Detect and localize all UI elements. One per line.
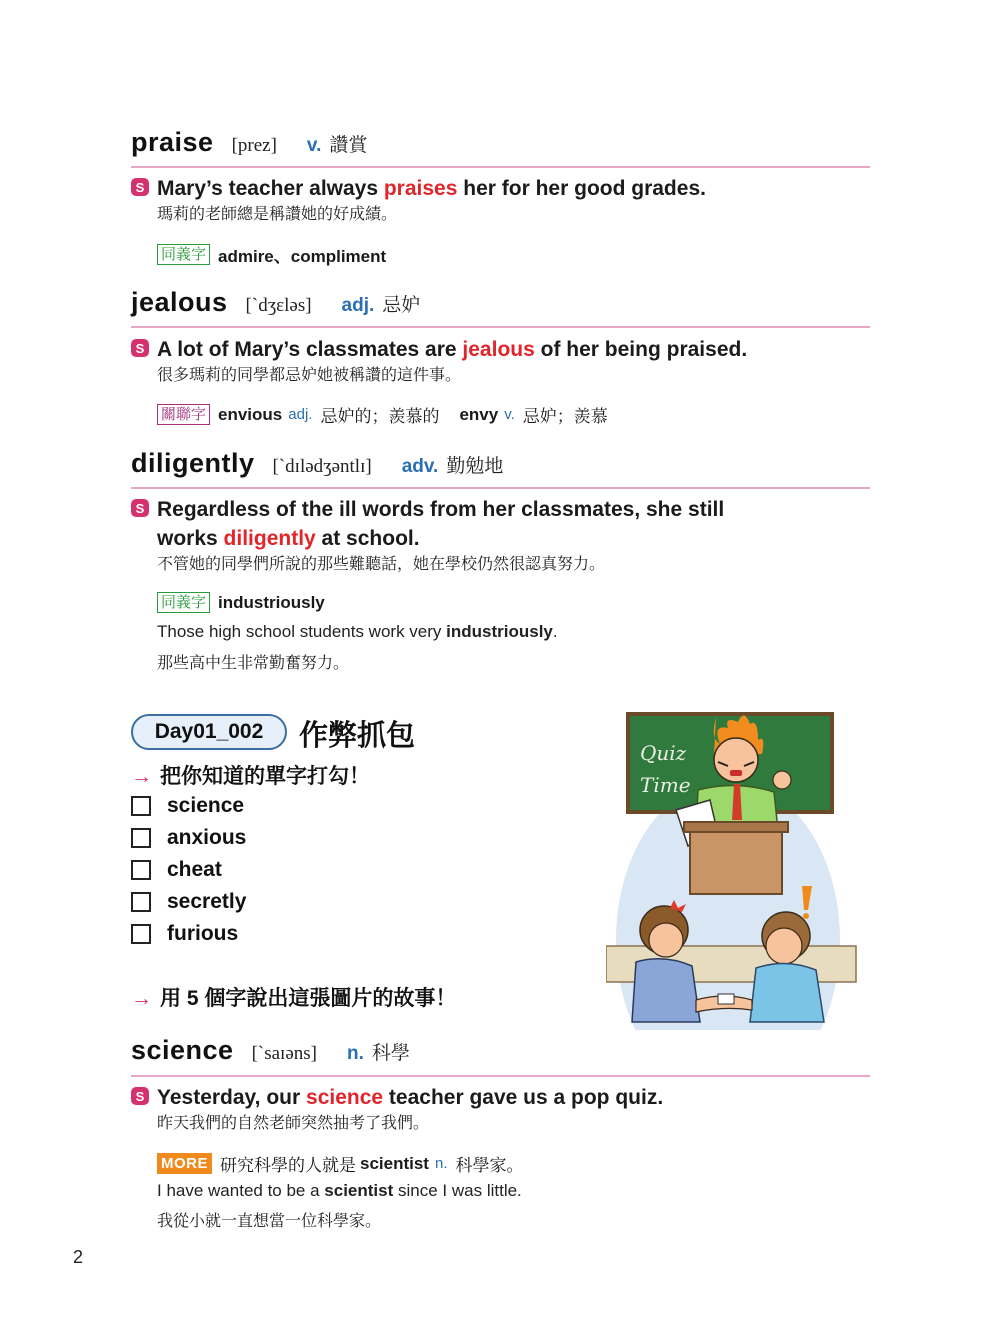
sentence-en: A lot of Mary’s classmates are jealous of her being praised. <box>157 338 748 361</box>
sentence-icon: S <box>131 1087 149 1105</box>
story-instruction: → 用 5 個字說出這張圖片的故事！ <box>131 987 457 1010</box>
student-1-shirt <box>632 959 700 1022</box>
related-gloss: 忌妒的；羨慕的 <box>320 407 440 426</box>
definition: 忌妒 <box>382 295 421 316</box>
sentence-en: Mary’s teacher always praises her for her good grades. <box>157 177 706 200</box>
synonym-line <box>157 242 386 267</box>
more-line: MORE 研究科學的人就是 scientist n. 科學家。 <box>157 1151 524 1176</box>
arrow-icon: → <box>131 765 152 788</box>
student-1-face <box>649 923 683 957</box>
related-word: envious <box>218 404 283 424</box>
more-example: I have wanted to be a scientist since I was little. <box>157 1181 522 1200</box>
synonym-line <box>157 592 325 613</box>
sentence-en: Regardless of the ill words from her classmates, she still works diligently at school. <box>157 498 725 550</box>
divider <box>131 1075 870 1077</box>
sentence-en: Yesterday, our science teacher gave us a pop quiz. <box>157 1086 664 1109</box>
student-2-shirt <box>750 963 824 1022</box>
synonym-example: Those high school students work very industriously. <box>157 622 558 641</box>
highlighted-word: science <box>306 1086 384 1109</box>
phonetic: [`saɪəns] <box>251 1043 317 1064</box>
angry-mouth <box>730 770 742 776</box>
example-sentence <box>131 1083 871 1136</box>
part-of-speech: v. <box>306 135 322 156</box>
sentence-zh: 很多瑪莉的同學都忌妒她被稱讚的這件事。 <box>157 367 462 384</box>
lectern-top <box>684 822 788 832</box>
sentence-zh: 昨天我們的自然老師突然抽考了我們。 <box>157 1115 430 1132</box>
phonetic: [`dʒɛləs] <box>245 295 312 316</box>
day-badge: Day01_002 <box>131 714 287 750</box>
classroom-cheating-illustration <box>606 710 870 1030</box>
synonym-tag: 同義字 <box>157 244 210 265</box>
related-words-line <box>157 402 608 427</box>
definition: 讚賞 <box>329 135 368 156</box>
sentence-icon: S <box>131 499 149 517</box>
headword: jealous <box>131 287 228 317</box>
highlighted-word: praises <box>383 177 458 200</box>
related-word: envy <box>459 404 499 424</box>
sentence-icon: S <box>131 178 149 196</box>
highlighted-word: jealous <box>462 338 535 361</box>
checklist-instruction: → 把你知道的單字打勾！ <box>131 765 370 788</box>
entry-header-jealous <box>131 287 420 327</box>
more-tag: MORE <box>157 1153 212 1174</box>
page-number: 2 <box>73 1247 84 1267</box>
divider <box>131 487 870 489</box>
entry-header-science <box>131 1035 410 1075</box>
entry-header-praise <box>131 127 367 167</box>
exclamation-dot <box>803 913 809 919</box>
lectern <box>690 824 782 894</box>
student-2-face <box>766 928 802 964</box>
related-pos: v. <box>504 406 515 423</box>
divider <box>131 326 870 328</box>
board-text: Quiz <box>640 741 687 765</box>
part-of-speech: adv. <box>401 456 439 477</box>
example-sentence <box>131 335 871 388</box>
board-text: Time <box>640 773 691 797</box>
entry-header-diligently <box>131 448 503 488</box>
checkbox[interactable] <box>131 892 151 912</box>
headword: praise <box>131 127 214 157</box>
checklist-item[interactable]: science <box>131 790 246 822</box>
synonym-example-zh: 那些高中生非常勤奮努力。 <box>157 655 350 672</box>
example-sentence <box>131 495 871 577</box>
sentence-icon: S <box>131 339 149 357</box>
definition: 科學 <box>371 1043 410 1064</box>
related-gloss: 忌妒；羨慕 <box>522 407 608 426</box>
part-of-speech: n. <box>347 1043 364 1064</box>
checklist-item[interactable]: cheat <box>131 854 246 886</box>
checkbox[interactable] <box>131 828 151 848</box>
headword: science <box>131 1035 234 1065</box>
headword: diligently <box>131 448 255 478</box>
checklist-item[interactable]: anxious <box>131 822 246 854</box>
checkbox[interactable] <box>131 796 151 816</box>
arrow-icon: → <box>131 987 152 1010</box>
synonym-words: admire、compliment <box>218 247 387 266</box>
highlighted-word: diligently <box>223 527 316 550</box>
teacher-fist <box>773 771 791 789</box>
more-example-zh: 我從小就一直想當一位科學家。 <box>157 1213 382 1230</box>
day-title: 作弊抓包 <box>299 720 416 752</box>
cheat-note <box>718 994 734 1004</box>
definition: 勤勉地 <box>446 456 504 477</box>
part-of-speech: adj. <box>341 295 375 316</box>
phonetic: [`dɪlədʒəntlɪ] <box>272 456 372 477</box>
checkbox[interactable] <box>131 860 151 880</box>
related-tag: 關聯字 <box>157 404 210 425</box>
sentence-zh: 瑪莉的老師總是稱讚她的好成績。 <box>157 206 398 223</box>
checklist-item[interactable]: secretly <box>131 886 246 918</box>
phonetic: [prez] <box>231 135 277 156</box>
example-sentence <box>131 174 871 227</box>
synonym-tag: 同義字 <box>157 592 210 613</box>
synonym-words: industriously <box>218 592 325 612</box>
related-pos: adj. <box>288 406 313 423</box>
checklist-item[interactable]: furious <box>131 918 246 950</box>
checkbox[interactable] <box>131 924 151 944</box>
sentence-zh: 不管她的同學們所說的那些難聽話，她在學校仍然很認真努力。 <box>157 556 606 573</box>
word-checklist <box>131 790 246 950</box>
divider <box>131 166 870 168</box>
